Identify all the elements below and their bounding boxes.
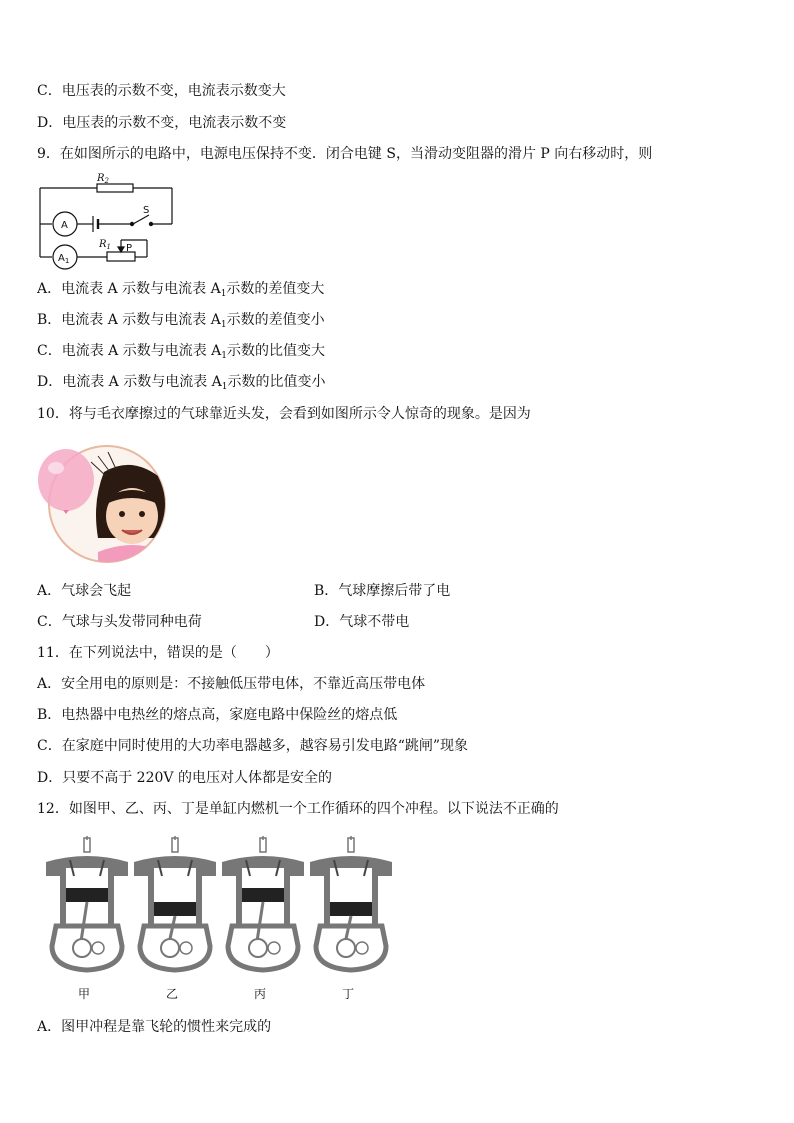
q11-option-c: C．在家庭中同时使用的大功率电器越多，越容易引发电路“跳闸”现象 — [37, 738, 469, 754]
q9-stem: 9．在如图所示的电路中，电源电压保持不变．闭合电键 S，当滑动变阻器的滑片 P 向右移动时，则 — [37, 146, 653, 162]
q12-stem: 12．如图甲、乙、丙、丁是单缸内燃机一个工作循环的四个冲程。以下说法不正确的 — [37, 801, 559, 817]
engine-cylinder — [310, 836, 392, 970]
r2-label: $R_2$ — [97, 173, 109, 185]
q10-option-c: C．气球与头发带同种电荷 — [37, 614, 202, 630]
q11-option-d: D．只要不高于 220V 的电压对人体都是安全的 — [37, 770, 332, 786]
q10-balloon-girl-image — [36, 442, 172, 566]
q11-option-a: A．安全用电的原则是：不接触低压带电体，不靠近高压带电体 — [37, 676, 426, 692]
q10-stem: 10．将与毛衣摩擦过的气球靠近头发，会看到如图所示令人惊奇的现象。是因为 — [37, 406, 531, 422]
q8-option-c: C．电压表的示数不变，电流表示数变大 — [37, 83, 286, 99]
q9-option-a: A．电流表 A 示数与电流表 $A_1$示数的差值变大 — [37, 281, 325, 299]
engine-cylinder — [134, 836, 216, 970]
engine-label: 丁 — [341, 987, 355, 1001]
q9-circuit-diagram — [37, 170, 182, 272]
q9-option-c: C．电流表 A 示数与电流表 $A_1$示数的比值变大 — [37, 343, 326, 361]
q8-option-d: D．电压表的示数不变，电流表示数不变 — [37, 115, 287, 131]
q10-option-d: D．气球不带电 — [314, 614, 410, 630]
q9-option-d: D．电流表 A 示数与电流表 $A_1$示数的比值变小 — [37, 374, 326, 392]
engine-label: 丙 — [253, 987, 267, 1001]
engine-cylinder — [222, 836, 304, 970]
q11-option-b: B．电热器中电热丝的熔点高，家庭电路中保险丝的熔点低 — [37, 707, 398, 723]
ammeter-a-label: A — [61, 220, 68, 231]
engine-label: 甲 — [77, 987, 91, 1001]
engine-cylinder — [46, 836, 128, 970]
slider-p-label: P — [126, 243, 133, 254]
switch-label: S — [143, 205, 150, 216]
q12-engine-strokes-figure — [40, 836, 400, 1008]
q12-option-a: A．图甲冲程是靠飞轮的惯性来完成的 — [37, 1019, 272, 1035]
r1-label: $R_1$ — [99, 239, 111, 251]
q11-stem: 11．在下列说法中，错误的是（ ） — [37, 645, 279, 661]
q9-option-b: B．电流表 A 示数与电流表 $A_1$示数的差值变小 — [37, 312, 325, 330]
ammeter-a1-label: $A_1$ — [58, 253, 70, 265]
q10-option-a: A．气球会飞起 — [37, 583, 132, 599]
q10-option-b: B．气球摩擦后带了电 — [314, 583, 451, 599]
engine-label: 乙 — [165, 987, 179, 1001]
